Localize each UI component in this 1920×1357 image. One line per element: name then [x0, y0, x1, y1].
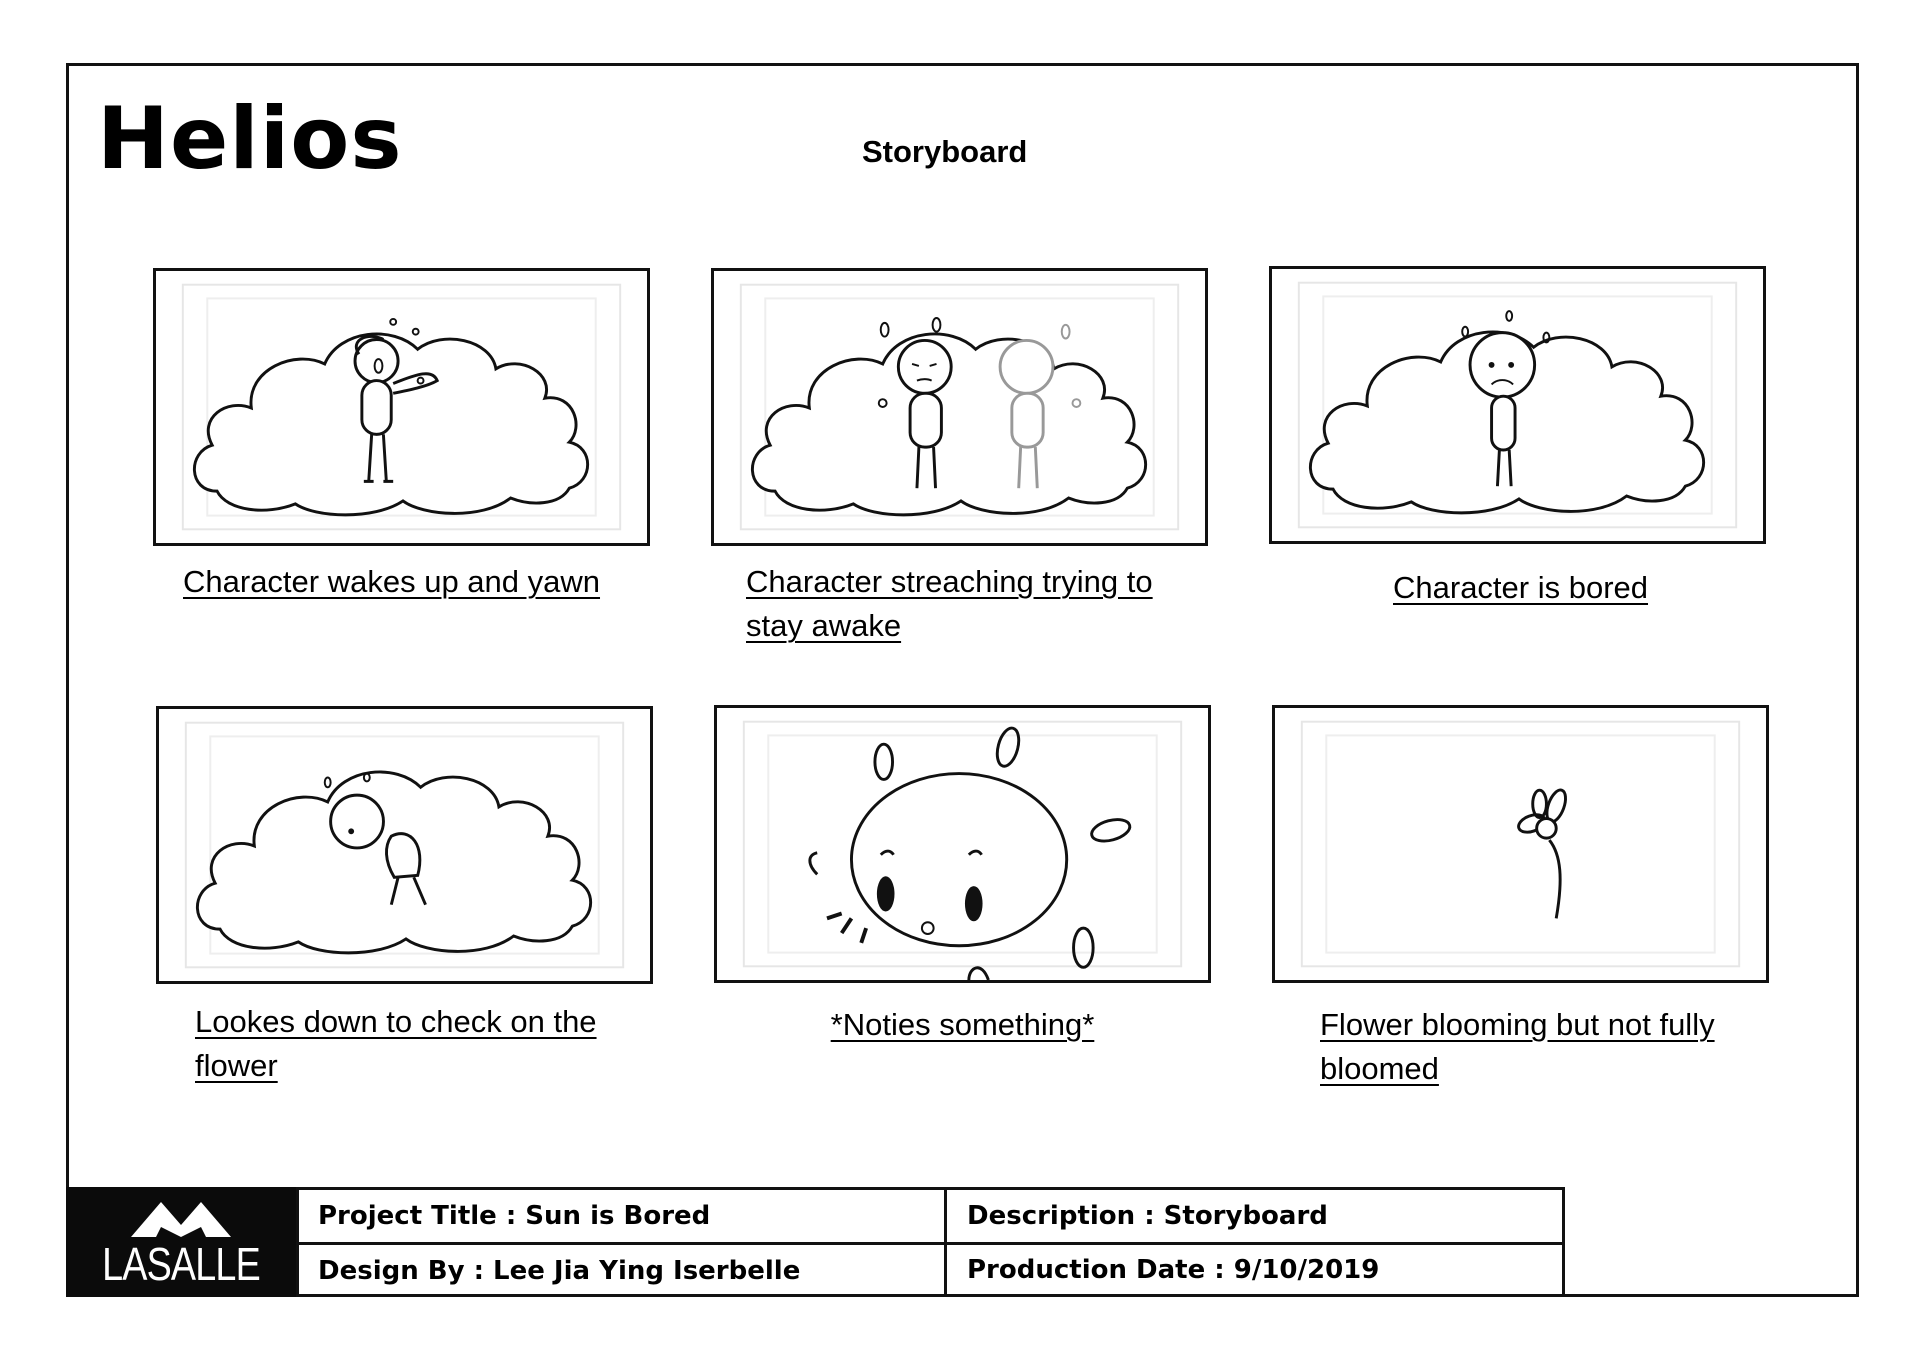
- title-block-divider-horizontal: [299, 1242, 1562, 1245]
- panel-1-caption: Character wakes up and yawn: [183, 564, 601, 599]
- lasalle-logo: [66, 1187, 296, 1297]
- description: Description : Storyboard: [967, 1201, 1328, 1231]
- storyboard-panel-4: [156, 706, 653, 984]
- storyboard-panel-5: [714, 705, 1211, 983]
- panel-5-sketch: [717, 708, 1208, 980]
- production-date: Production Date : 9/10/2019: [967, 1255, 1380, 1285]
- panel-4-sketch: [159, 709, 650, 981]
- design-by: Design By : Lee Jia Ying Iserbelle: [318, 1256, 801, 1286]
- panel-3-caption: Character is bored: [1393, 570, 1649, 605]
- panel-6-sketch: [1275, 708, 1766, 980]
- mountain-logo-icon: [131, 1197, 231, 1237]
- panel-2-sketch: [714, 271, 1205, 543]
- panel-4-caption: Lookes down to check on the flower: [195, 1004, 597, 1083]
- storyboard-panel-2: [711, 268, 1208, 546]
- panel-5-caption: *Noties something*: [830, 1007, 1095, 1042]
- title-block: [296, 1187, 1565, 1297]
- storyboard-panel-6: [1272, 705, 1769, 983]
- page-title: Helios: [97, 89, 403, 189]
- storyboard-panel-3: [1269, 266, 1766, 544]
- panel-3-sketch: [1272, 269, 1763, 541]
- panel-2-caption: Character streaching trying to stay awake: [746, 564, 1153, 643]
- panel-1-sketch: [156, 271, 647, 543]
- panel-6-caption: Flower blooming but not fully bloomed: [1320, 1007, 1715, 1086]
- project-title: Project Title : Sun is Bored: [318, 1201, 711, 1231]
- page-subtitle: Storyboard: [862, 134, 1028, 169]
- storyboard-sheet: [66, 63, 1859, 1297]
- logo-text: LASALLE: [102, 1238, 260, 1290]
- storyboard-panel-1: [153, 268, 650, 546]
